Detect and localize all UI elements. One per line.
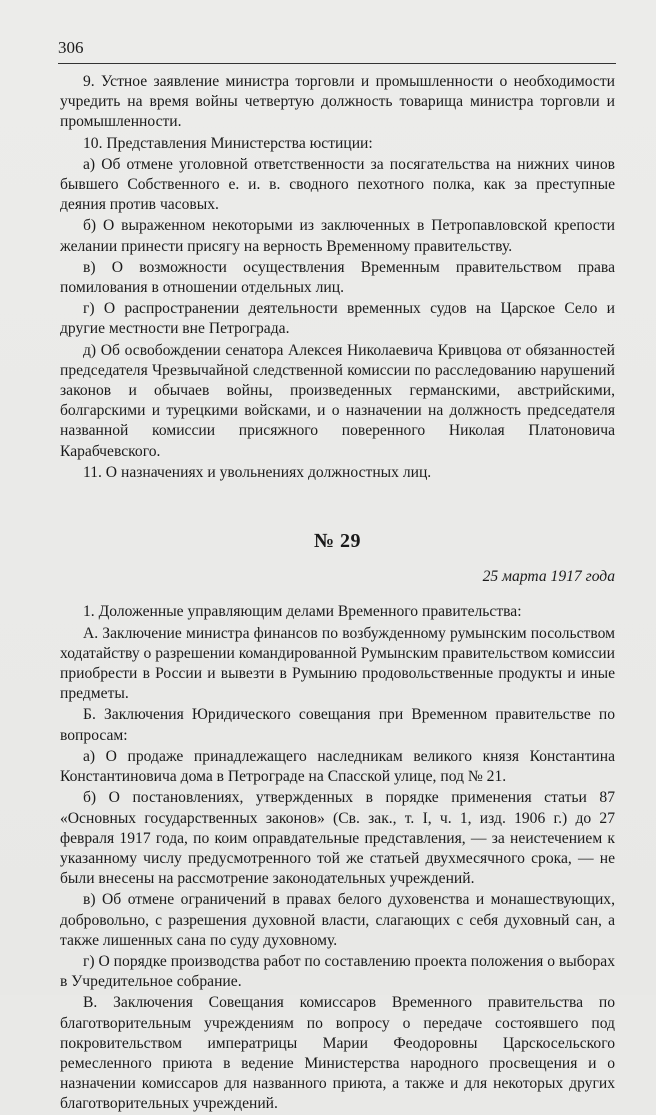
item-10d: д) Об освобождении сенатора Алексея Николаевича Кривцова от обязанностей председателя Чрезвычайной следственной комиссии по расследованию нарушений законов и обычаев войны, произведенных германскими, австрийскими, болгарскими и турецкими войсками, и о назначении на должность председателя названной комиссии присяжного поверенного Николая Платоновича Карабчевского. xyxy=(60,341,615,460)
document-body xyxy=(60,72,615,1115)
item-1-A: А. Заключение министра финансов по возбужденному румынским посольством ходатайству о разрешении командированной Румынским правительством комиссии приобрести в России и вывезти в Румынию продовольственные продукты и иные предметы. xyxy=(60,624,615,703)
header-rule xyxy=(58,63,616,64)
item-1-V: В. Заключения Совещания комиссаров Временного правительства по благотворительным учреждениям по вопросу о передаче состоявшего под покровительством императрицы Марии Феодоровны Царскосельского ремесленного приюта в ведение Министерства народного просвещения и о назначении комиссаров для названного приюта, а также и для некоторых других благотворительных учреждений. xyxy=(60,994,615,1113)
item-1-B-v: в) Об отмене ограничений в правах белого духовенства и монашествующих, добровольно, с разрешения духовной власти, слагающих с себя духовный сан, а также лишенных сана по суду духовному. xyxy=(60,891,615,949)
item-10: 10. Представления Министерства юстиции: xyxy=(83,134,373,152)
item-1-B: Б. Заключения Юридического совещания при Временном правительстве по вопросам: xyxy=(60,706,615,744)
item-1-B-g: г) О порядке производства работ по составлению проекта положения о выборах в Учредительное собрание. xyxy=(60,952,615,991)
item-10b: б) О выраженном некоторыми из заключенных в Петропавловской крепости желании принести присягу на верность Временному правительству. xyxy=(60,217,615,255)
document-date: 25 марта 1917 года xyxy=(482,568,615,586)
item-10a: а) Об отмене уголовной ответственности за посягательства на нижних чинов бывшего Собственного е. и. в. сводного пехотного полка, как за преступные деяния против часовых. xyxy=(60,155,615,214)
document-number: № 29 xyxy=(313,530,362,553)
item-1: 1. Доложенные управляющим делами Временного правительства: xyxy=(83,603,522,621)
section-gap xyxy=(60,483,615,531)
item-11: 11. О назначениях и увольнениях должностных лиц. xyxy=(83,463,432,481)
item-9: 9. Устное заявление министра торговли и промышленности о необходимости учредить на время войны четвертую должность товарища министра торговли и промышленности. xyxy=(60,73,615,131)
item-10v: в) О возможности осуществления Временным правительством права помилования в отношении отдельных лиц. xyxy=(60,258,615,297)
page-number: 306 xyxy=(58,38,84,57)
item-1-B-a: а) О продаже принадлежащего наследникам великого князя Константина Константиновича дома в Петрограде на Спасской улице, под № 21. xyxy=(60,747,615,786)
item-1-B-b: б) О постановлениях, утвержденных в порядке применения статьи 87 «Основных государственных законов» (Св. зак., т. I, ч. 1, изд. 1906 г.) до 27 февраля 1917 года, по коим оправдательные представления, — за неистечением к указанному числу предусмотренного той же статьей двухмесячного срока, — не были внесены на рассмотрение законодательных учреждений. xyxy=(60,789,615,888)
item-10g: г) О распространении деятельности временных судов на Царское Село и другие местности вне Петрограда. xyxy=(60,300,615,338)
